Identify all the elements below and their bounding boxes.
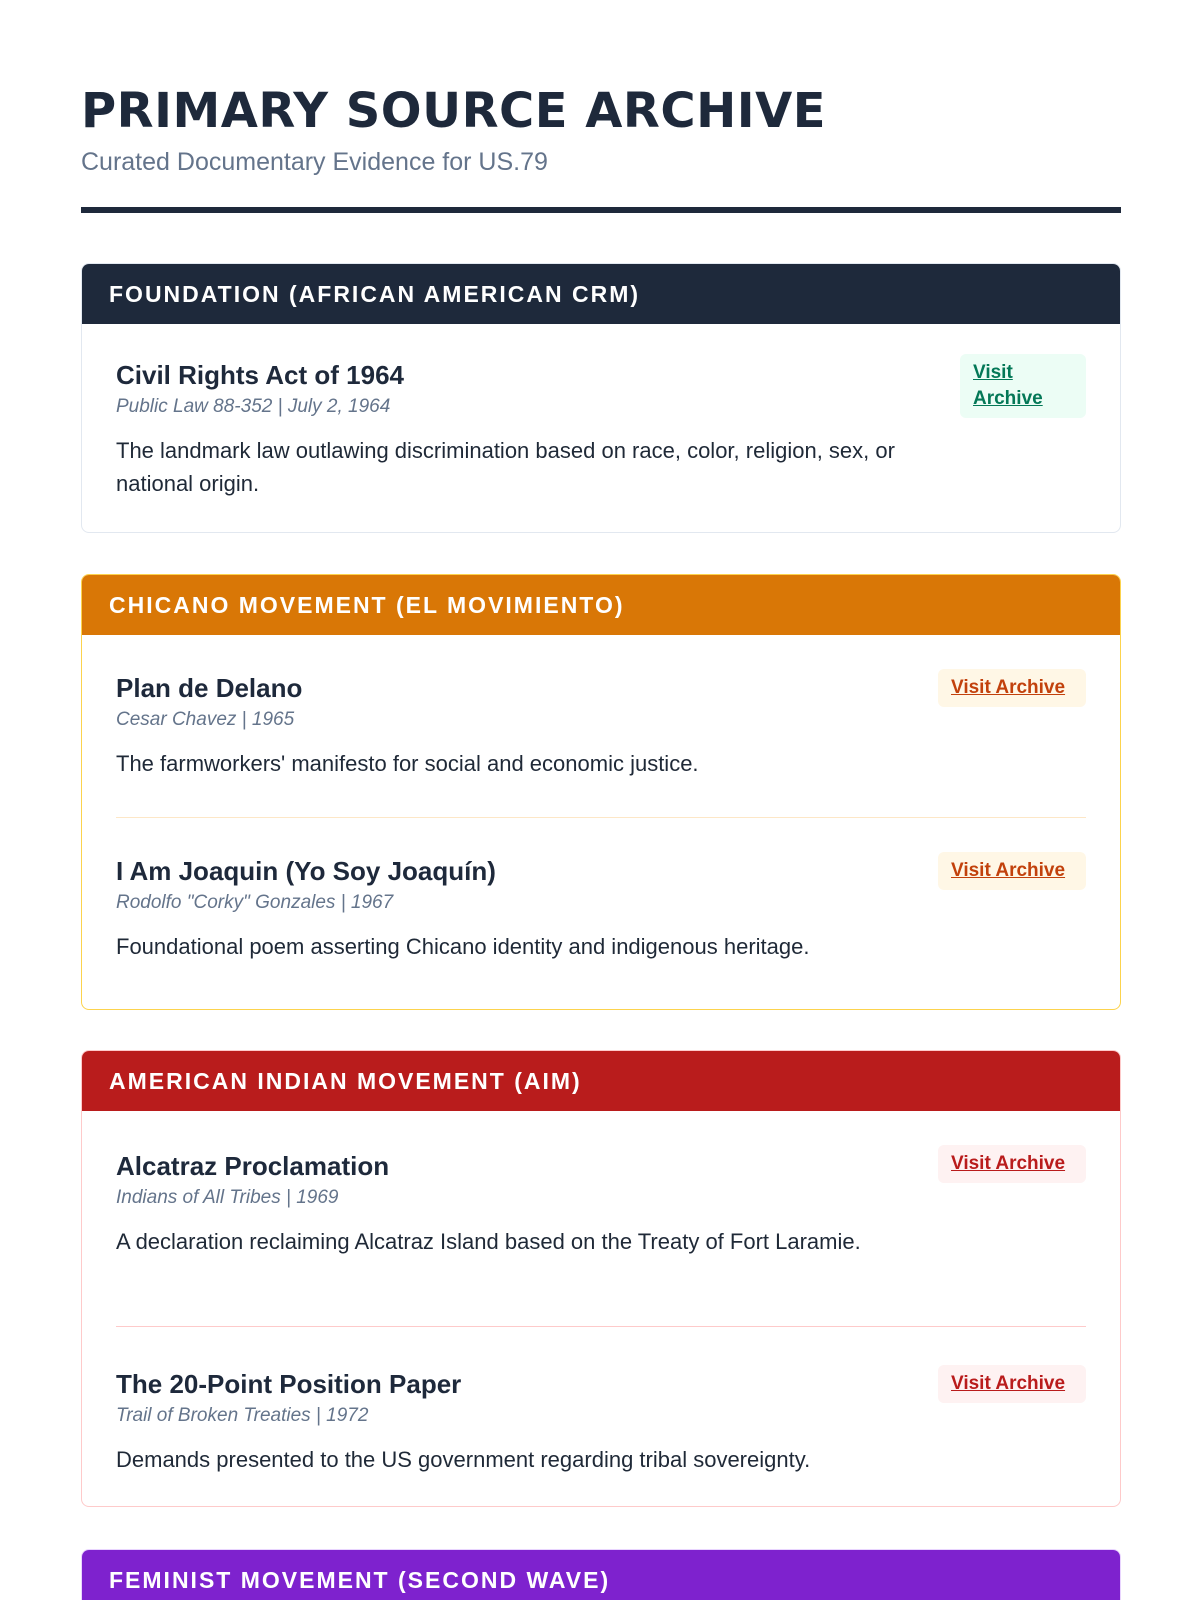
page-subtitle: Curated Documentary Evidence for US.79 [81, 148, 548, 176]
source-meta: Public Law 88-352 | July 2, 1964 [116, 396, 391, 417]
section-feminist-movement [81, 1549, 1121, 1600]
visit-archive-link[interactable]: Visit Archive [938, 669, 1086, 707]
section-heading: FOUNDATION (AFRICAN AMERICAN CRM) [82, 264, 1120, 324]
source-meta: Cesar Chavez | 1965 [116, 709, 295, 730]
source-title: Civil Rights Act of 1964 [116, 360, 404, 390]
source-meta: Indians of All Tribes | 1969 [116, 1187, 339, 1208]
source-item-civil-rights-act [116, 324, 1086, 533]
source-item-alcatraz-proclamation [116, 1111, 1086, 1326]
source-title: I Am Joaquin (Yo Soy Joaquín) [116, 856, 496, 886]
source-description: A declaration reclaiming Alcatraz Island based on the Treaty of Fort Laramie. [116, 1229, 861, 1254]
source-title: Plan de Delano [116, 673, 303, 703]
section-body [82, 324, 1120, 533]
visit-archive-link[interactable]: Visit Archive [938, 852, 1086, 890]
source-item-twenty-point-position-paper [116, 1326, 1086, 1506]
source-meta: Trail of Broken Treaties | 1972 [116, 1405, 369, 1426]
header-divider [81, 207, 1121, 213]
section-heading: CHICANO MOVEMENT (EL MOVIMIENTO) [82, 575, 1120, 635]
source-meta: Rodolfo "Corky" Gonzales | 1967 [116, 892, 394, 913]
section-heading: AMERICAN INDIAN MOVEMENT (AIM) [82, 1051, 1120, 1111]
section-chicano-movement [81, 574, 1121, 1010]
visit-archive-link[interactable]: Visit Archive [960, 354, 1086, 418]
section-body [82, 1111, 1120, 1506]
section-body [82, 635, 1120, 1010]
section-american-indian-movement [81, 1050, 1121, 1507]
section-heading: FEMINIST MOVEMENT (SECOND WAVE) [82, 1550, 1120, 1600]
source-item-plan-de-delano [116, 635, 1086, 817]
source-description: The landmark law outlawing discrimination based on race, color, religion, sex, or national origin. [116, 438, 895, 496]
source-title: The 20-Point Position Paper [116, 1369, 462, 1399]
source-item-i-am-joaquin [116, 817, 1086, 1010]
section-foundation [81, 263, 1121, 533]
source-title: Alcatraz Proclamation [116, 1151, 390, 1181]
visit-archive-link[interactable]: Visit Archive [938, 1145, 1086, 1183]
page-header [81, 80, 1121, 178]
source-description: Demands presented to the US government regarding tribal sovereignty. [116, 1447, 811, 1472]
source-description: Foundational poem asserting Chicano identity and indigenous heritage. [116, 934, 810, 959]
source-description: The farmworkers' manifesto for social and economic justice. [116, 751, 699, 776]
page-title: PRIMARY SOURCE ARCHIVE [81, 83, 827, 139]
visit-archive-link[interactable]: Visit Archive [938, 1365, 1086, 1403]
